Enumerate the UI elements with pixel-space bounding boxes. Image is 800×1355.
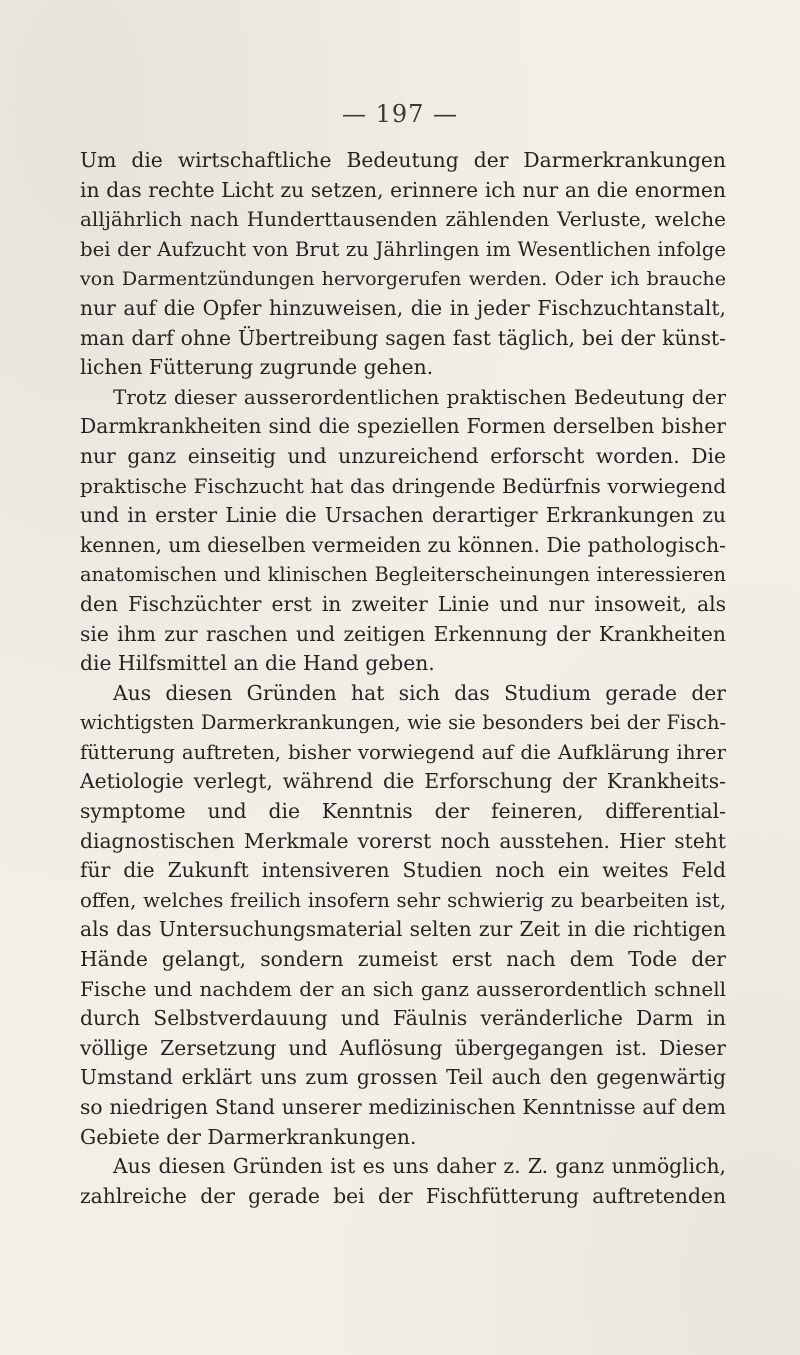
text-line: wichtigsten Darmerkrankungen, wie sie besonders bei der Fisch- (80, 711, 726, 735)
text-line: praktische Fischzucht hat das dringende Bedürfnis vorwiegend (80, 473, 726, 498)
text-line: und in erster Linie die Ursachen derartiger Erkrankungen zu (80, 503, 726, 528)
text-line: alljährlich nach Hunderttausenden zählenden Verluste, welche (80, 207, 726, 232)
text-line: man darf ohne Übertreibung sagen fast täglich, bei der künst- (80, 325, 726, 350)
text-line: Fische und nachdem der an sich ganz ausserordentlich schnell (80, 976, 726, 1001)
text-line: so niedrigen Stand unserer medizinischen Kenntnisse auf dem (80, 1095, 726, 1119)
text-line: von Darmentzündungen hervorgerufen werden. Oder ich brauche (80, 267, 726, 291)
text-line: den Fischzüchter erst in zweiter Linie und nur insoweit, als (80, 591, 726, 616)
text-line: fütterung auftreten, bisher vorwiegend auf die Aufklärung ihrer (80, 740, 726, 764)
text-line: für die Zukunft intensiveren Studien noch ein weites Feld (80, 858, 726, 883)
text-line: Um die wirtschaftliche Bedeutung der Darmerkrankungen (80, 148, 726, 172)
text-line: Trotz dieser ausserordentlichen praktischen Bedeutung der (113, 384, 726, 409)
text-line: lichen Fütterung zugrunde gehen. (80, 355, 434, 380)
text-line: bei der Aufzucht von Brut zu Jährlingen im Wesentlichen infolge (80, 237, 726, 261)
text-line: in das rechte Licht zu setzen, erinnere ich nur an die enormen (80, 177, 726, 202)
text-line: Umstand erklärt uns zum grossen Teil auch den gegenwärtig (80, 1065, 726, 1090)
text-line: Aetiologie verlegt, während die Erforschung der Krankheits- (80, 769, 726, 794)
text-line: durch Selbstverdauung und Fäulnis veränderliche Darm in (80, 1006, 726, 1031)
text-line: zahlreiche der gerade bei der Fischfütterung auftretenden (80, 1183, 726, 1208)
text-line: diagnostischen Merkmale vorerst noch ausstehen. Hier steht (80, 828, 726, 853)
text-line: als das Untersuchungsmaterial selten zur Zeit in die richtigen (80, 917, 726, 942)
text-line: völlige Zersetzung und Auflösung übergegangen ist. Dieser (80, 1035, 726, 1060)
text-line: Darmkrankheiten sind die speziellen Formen derselben bisher (80, 414, 726, 439)
text-line: Gebiete der Darmerkrankungen. (80, 1124, 417, 1149)
text-line: die Hilfsmittel an die Hand geben. (80, 651, 435, 676)
text-line: sie ihm zur raschen und zeitigen Erkennung der Krankheiten (80, 621, 726, 646)
text-line: nur ganz einseitig und unzureichend erforscht worden. Die (80, 443, 726, 468)
text-line: nur auf die Opfer hinzuweisen, die in jeder Fischzuchtanstalt, (80, 295, 726, 320)
body-text (80, 146, 726, 1211)
text-line: kennen, um dieselben vermeiden zu können. Die pathologisch- (80, 532, 726, 557)
text-line: Hände gelangt, sondern zumeist erst nach dem Tode der (80, 947, 726, 972)
text-line: symptome und die Kenntnis der feineren, differential- (80, 799, 726, 824)
text-line: Aus diesen Gründen hat sich das Studium gerade der (113, 680, 726, 705)
text-line: Aus diesen Gründen ist es uns daher z. Z. ganz unmöglich, (113, 1154, 726, 1179)
text-line: offen, welches freilich insofern sehr schwierig zu bearbeiten ist, (80, 888, 726, 912)
text-line: anatomischen und klinischen Begleiterscheinungen interessieren (80, 563, 726, 587)
page-number: — 197 — (341, 100, 459, 128)
